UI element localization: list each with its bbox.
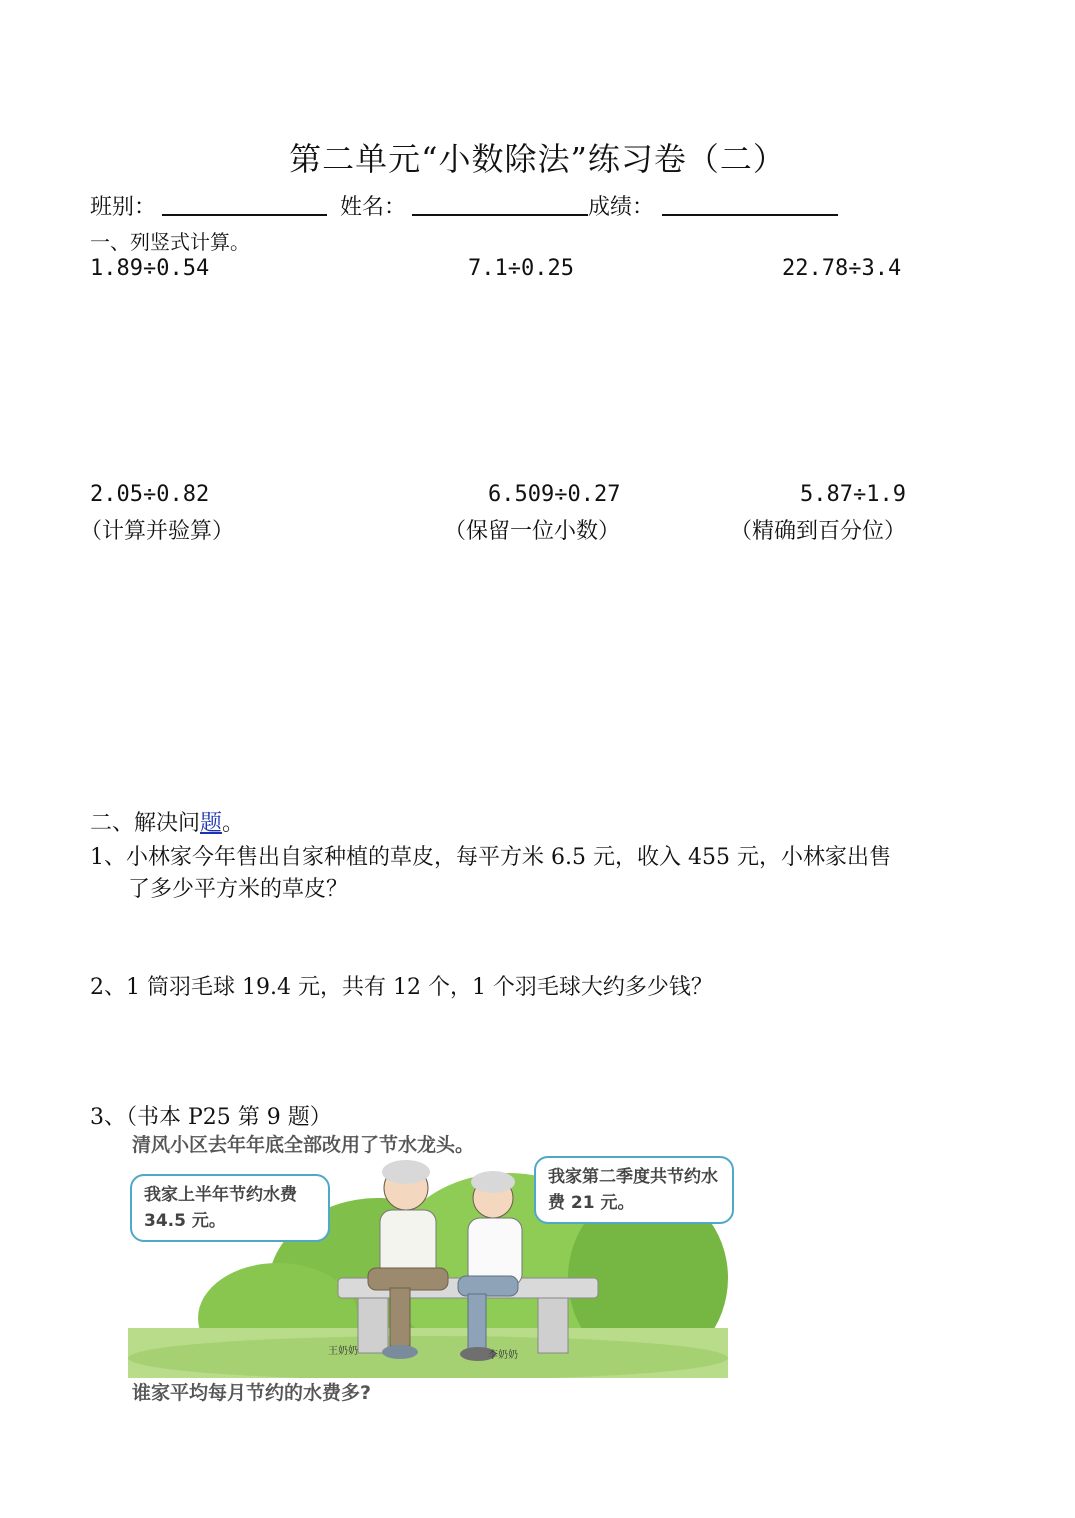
- problem-6: 5.87÷1.9: [800, 482, 906, 507]
- question-1-line2: 了多少平方米的草皮？: [128, 877, 349, 902]
- page-title: 第二单元“小数除法”练习卷（二）: [289, 140, 786, 178]
- problem-3: 22.78÷3.4: [782, 256, 902, 281]
- score-field[interactable]: [662, 192, 838, 216]
- section1-heading: 一、列竖式计算。: [90, 230, 250, 254]
- speech-bubble-right: 我家第二季度共节约水费 21 元。: [534, 1156, 734, 1224]
- section2-heading-prefix: 二、解决问: [90, 811, 201, 836]
- question-1-line1: 1、小林家今年售出自家种植的草皮，每平方米 6.5 元，收入 455 元，小林家出售: [90, 845, 891, 870]
- name-label-left: 王奶奶: [328, 1346, 358, 1357]
- question-3: 3、（书本 P25 第 9 题）: [90, 1105, 332, 1130]
- name-label-right: 李奶奶: [488, 1350, 518, 1361]
- textbook-illustration: [128, 1128, 728, 1406]
- problem-5: 6.509÷0.27: [488, 482, 621, 507]
- class-label: 班别：: [90, 195, 157, 220]
- figure-caption-bottom: 谁家平均每月节约的水费多?: [132, 1382, 372, 1404]
- problem-4: 2.05÷0.82: [90, 482, 210, 507]
- name-field[interactable]: [412, 192, 588, 216]
- section2-heading-suffix: 。: [222, 811, 245, 836]
- name-label: 姓名：: [340, 195, 407, 220]
- figure-caption-top: 清风小区去年年底全部改用了节水龙头。: [132, 1134, 475, 1156]
- problem-1: 1.89÷0.54: [90, 256, 210, 281]
- section2-heading: [90, 806, 244, 837]
- speech-bubble-left: 我家上半年节约水费 34.5 元。: [130, 1174, 330, 1242]
- score-label: 成绩：: [588, 195, 655, 220]
- section2-heading-link[interactable]: 题: [200, 811, 223, 836]
- problem-5-note: （保留一位小数）: [444, 519, 621, 544]
- problem-4-note: （计算并验算）: [80, 519, 235, 544]
- problem-2: 7.1÷0.25: [468, 256, 574, 281]
- question-2: 2、1 筒羽毛球 19.4 元，共有 12 个，1 个羽毛球大约多少钱？: [90, 975, 713, 1000]
- problem-6-note: （精确到百分位）: [730, 519, 907, 544]
- class-field[interactable]: [162, 192, 327, 216]
